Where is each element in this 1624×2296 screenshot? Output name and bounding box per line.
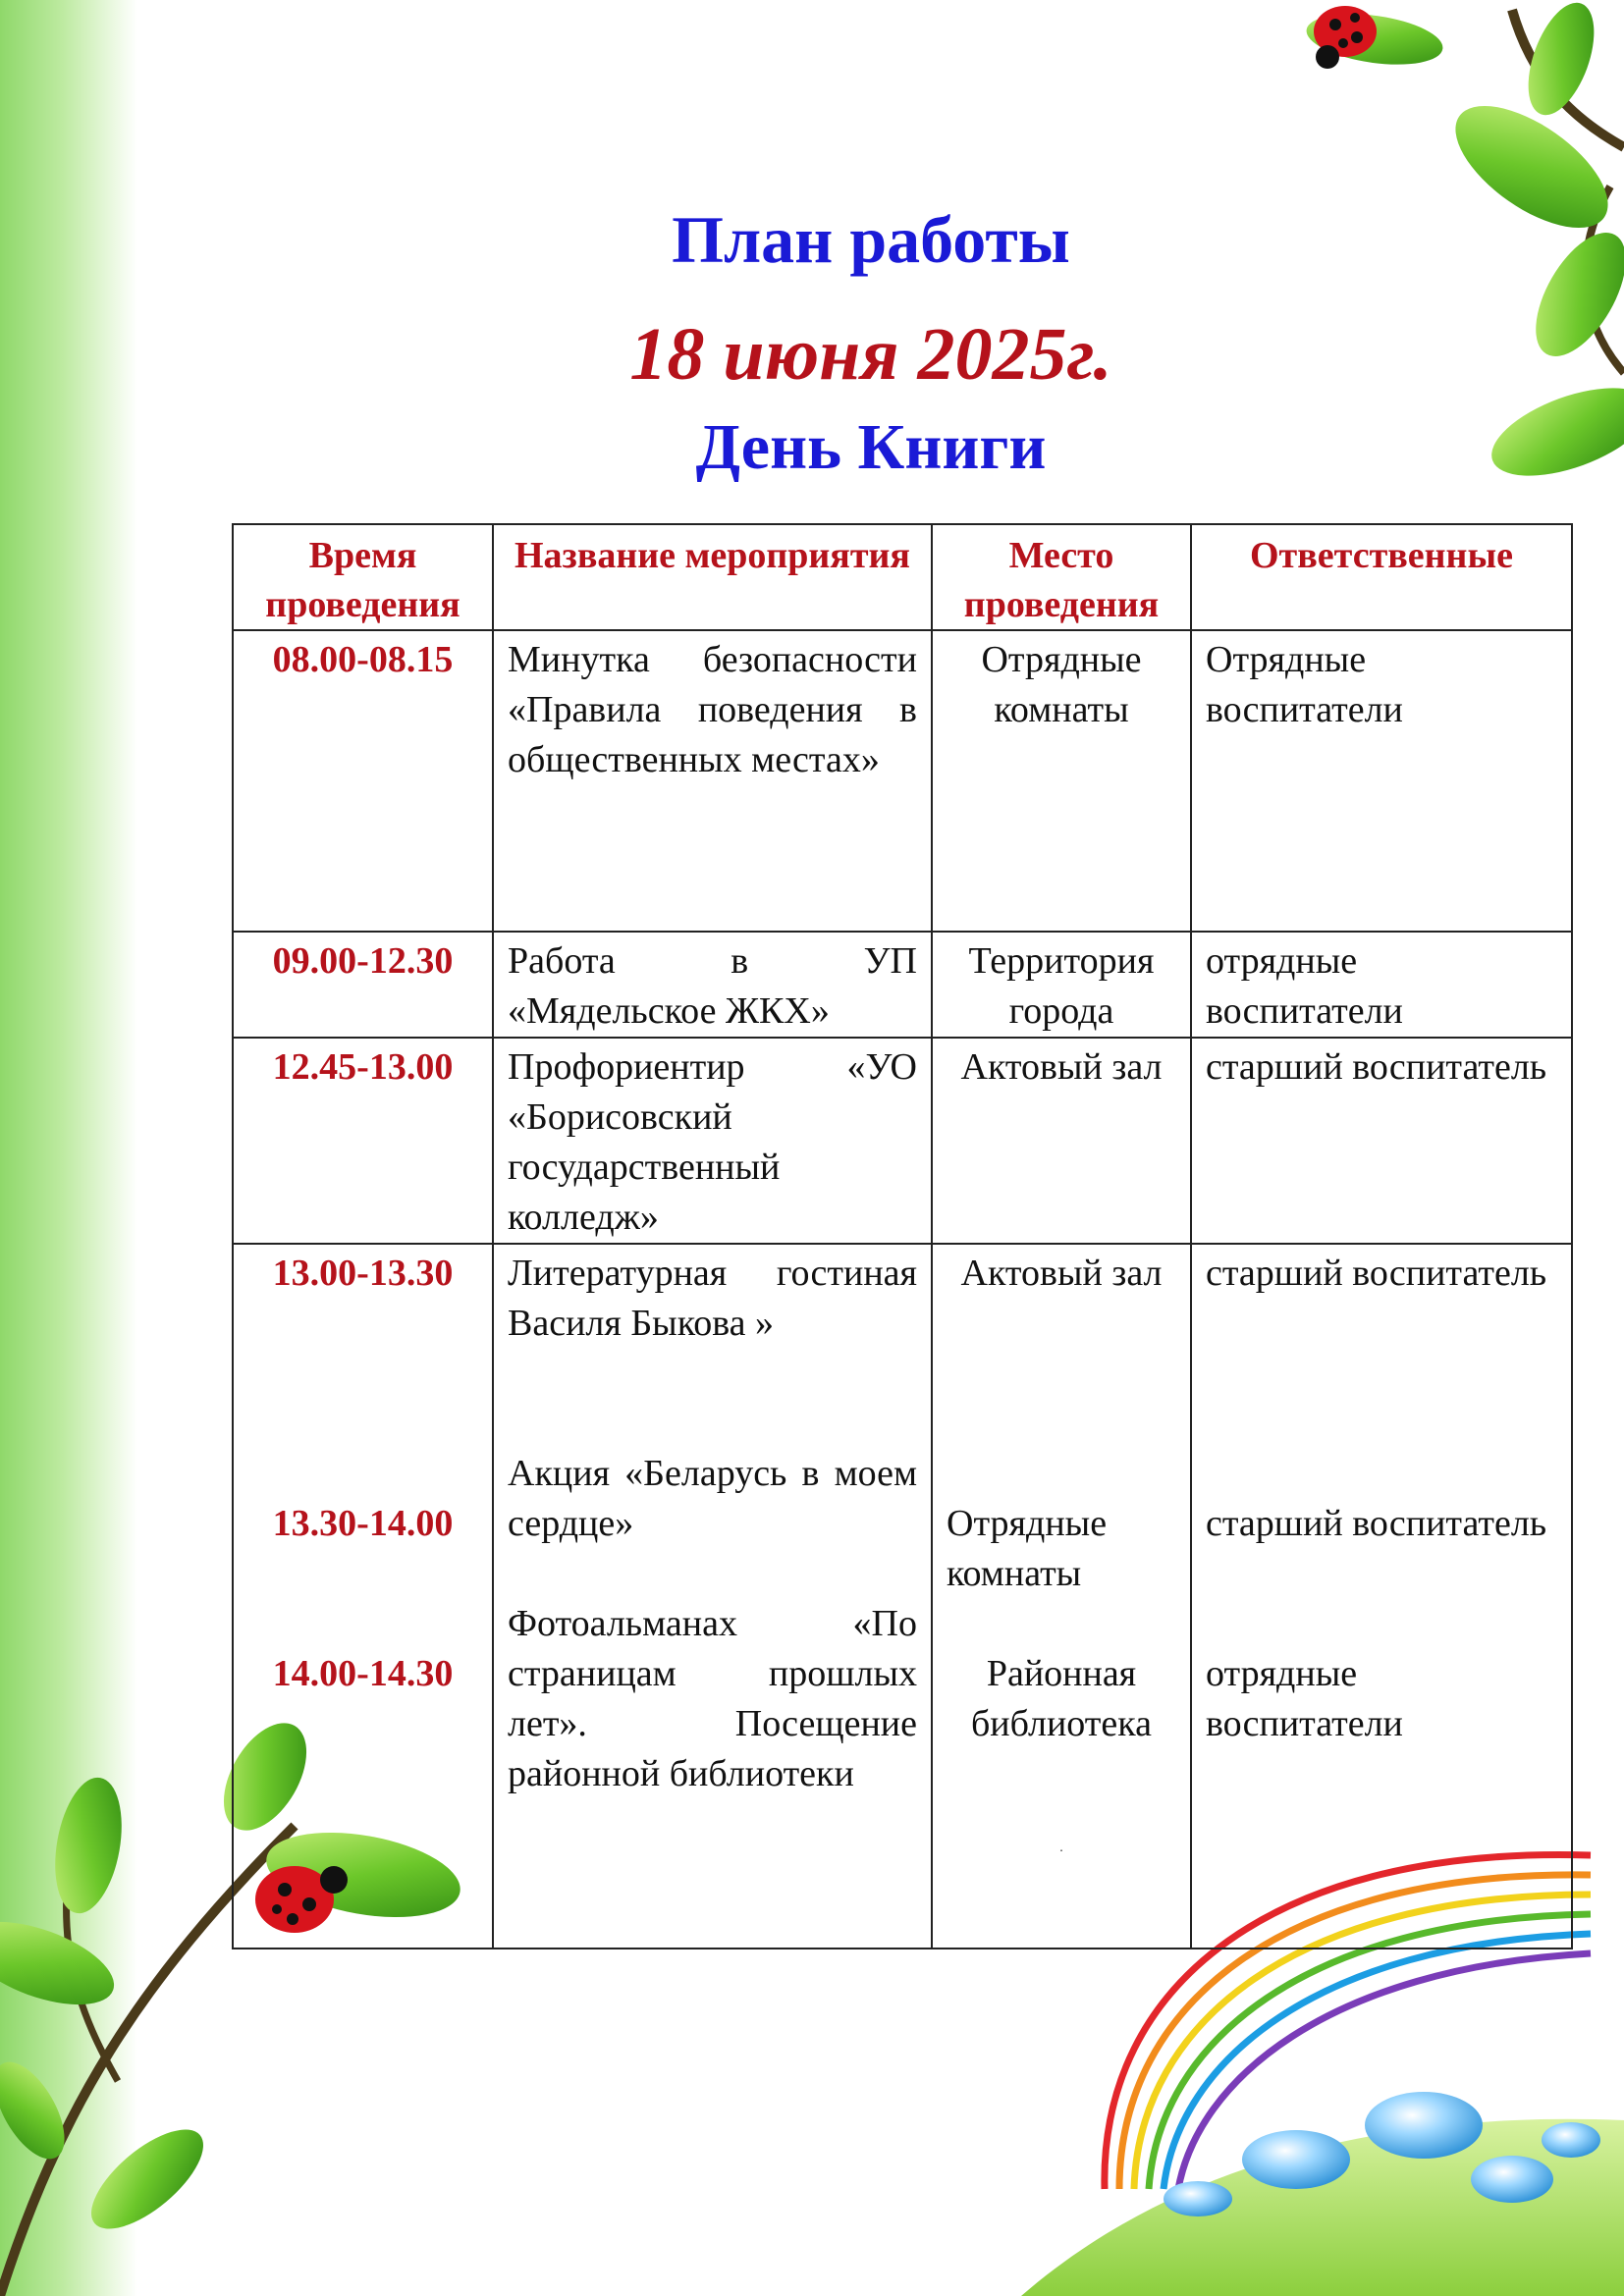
column-header-event: Название мероприятия	[493, 524, 932, 630]
row-place-2: Отрядные комнаты	[947, 1503, 1108, 1594]
row-event-3: Фотоальманах «По страницам прошлых лет». Посещение районной библиотеки	[508, 1603, 917, 1794]
row-time-3: 14.00-14.30	[272, 1653, 454, 1694]
row-event: Работа в УП «Мядельское ЖКХ»	[493, 932, 932, 1038]
row-time-2: 13.30-14.00	[272, 1503, 454, 1544]
stray-mark: .	[1059, 1841, 1063, 1855]
row-event: Профориентир «УО «Борисовский государственный колледж»	[493, 1038, 932, 1244]
row-responsible-3: отрядные воспитатели	[1206, 1653, 1403, 1744]
column-header-responsible: Ответственные	[1191, 524, 1572, 630]
row-place: Отрядные комнаты	[932, 630, 1191, 932]
row-event-2: Акция «Беларусь в моем сердце»	[508, 1453, 917, 1544]
row-event: Минутка безопасности «Правила поведения в общественных местах»	[493, 630, 932, 932]
row-place-3: Районная библиотека	[970, 1653, 1153, 1744]
row-event	[493, 1244, 932, 1949]
row-place	[932, 1244, 1191, 1949]
table-row	[233, 932, 1572, 1038]
row-time: 08.00-08.15	[233, 630, 493, 932]
row-place: Территория города	[932, 932, 1191, 1038]
table-header-row	[233, 524, 1572, 630]
table-row	[233, 630, 1572, 932]
row-responsible	[1191, 1244, 1572, 1949]
table-row	[233, 1038, 1572, 1244]
row-time: 09.00-12.30	[233, 932, 493, 1038]
row-time	[233, 1244, 493, 1949]
row-responsible: отрядные воспитатели	[1191, 932, 1572, 1038]
day-theme-heading: День Книги	[695, 411, 1047, 483]
row-place-1: Актовый зал	[960, 1253, 1163, 1294]
column-header-time: Время проведения	[233, 524, 493, 630]
column-header-place: Место проведения	[932, 524, 1191, 630]
row-place: Актовый зал	[932, 1038, 1191, 1244]
row-responsible: Отрядные воспитатели	[1191, 630, 1572, 932]
row-time: 12.45-13.00	[233, 1038, 493, 1244]
row-event-1: Литературная гостиная Василя Быкова »	[508, 1253, 917, 1344]
date-heading: 18 июня 2025г.	[629, 313, 1112, 396]
row-responsible-1: старший воспитатель	[1206, 1253, 1547, 1294]
page-title: План работы	[672, 202, 1070, 277]
row-responsible: старший воспитатель	[1191, 1038, 1572, 1244]
row-time-1: 13.00-13.30	[272, 1253, 454, 1294]
row-responsible-2: старший воспитатель	[1206, 1503, 1547, 1544]
table-row	[233, 1244, 1572, 1949]
schedule-table	[232, 523, 1573, 1949]
